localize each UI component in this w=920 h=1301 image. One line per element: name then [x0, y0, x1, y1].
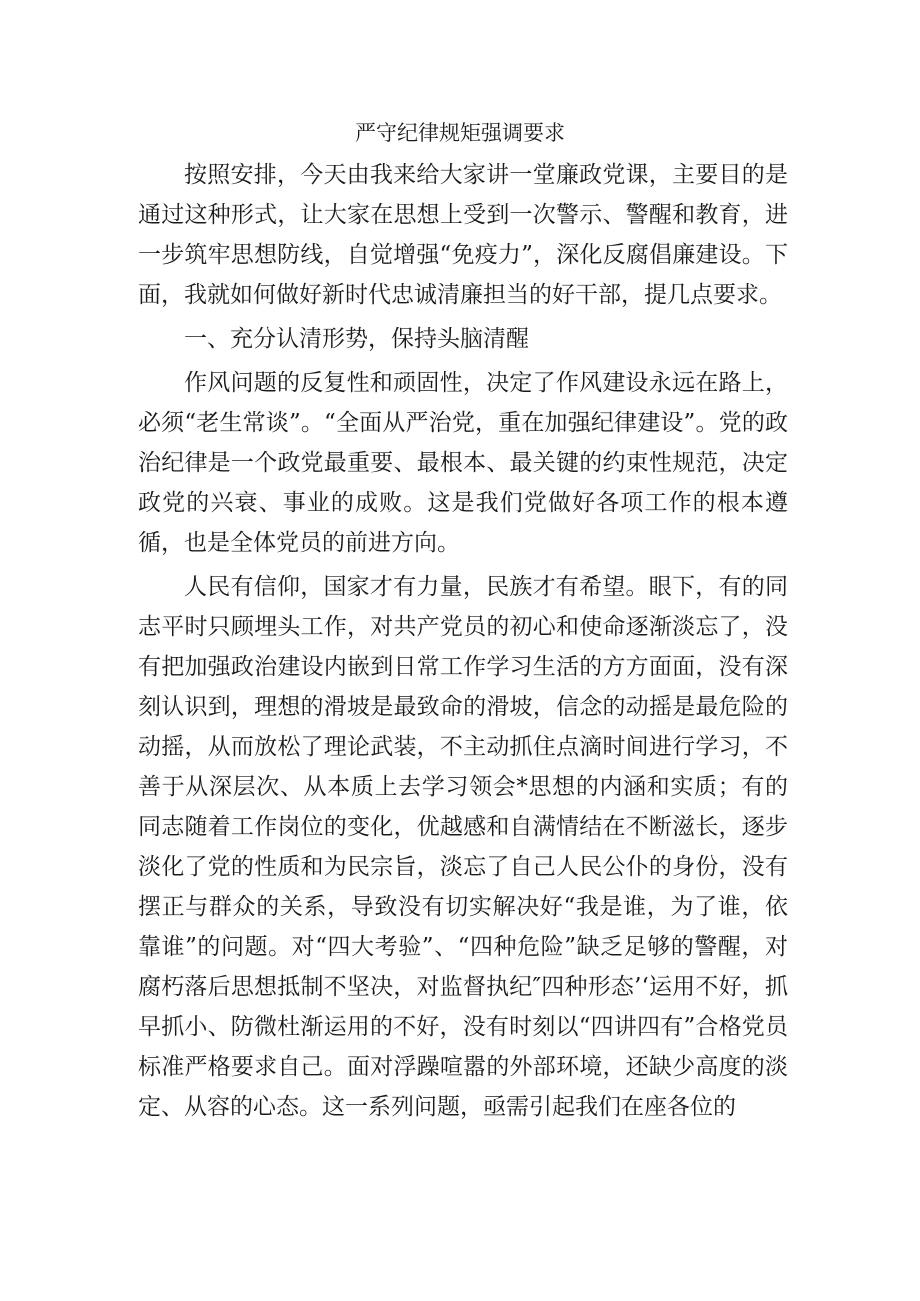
- paragraph-style-issues: 作风问题的反复性和顽固性，决定了作风建设永远在路上，必须“老生常谈”。“全面从严治党，重在加强纪律建设”。党的政治纪律是一个政党最重要、最根本、最关键的约束性规范，决定政党的兴衰、事业的成败。这是我们党做好各项工作的根本遵循，也是全体党员的前进方向。: [138, 370, 788, 556]
- section-heading-1: 一、充分认清形势，保持头脑清醒: [184, 326, 529, 352]
- document-title: 严守纪律规矩强调要求: [355, 121, 565, 145]
- paragraph-intro: 按照安排，今天由我来给大家讲一堂廉政党课，主要目的是通过这种形式，让大家在思想上受到一次警示、警醒和教育，进一步筑牢思想防线，自觉增强“免疫力”，深化反腐倡廉建设。下面，我就如何做好新时代忠诚清廉担当的好干部，提几点要求。: [138, 162, 788, 308]
- paragraph-faith: 人民有信仰，国家才有力量，民族才有希望。眼下，有的同志平时只顾埋头工作，对共产党员的初心和使命逐渐淡忘了，没有把加强政治建设内嵌到日常工作学习生活的方方面面，没有深刻认识到，理想的滑坡是最致命的滑坡，信念的动摇是最危险的动摇，从而放松了理论武装，不主动抓住点滴时间进行学习，不善于从深层次、从本质上去学习领会*思想的内涵和实质；有的同志随着工作岗位的变化，优越感和自满情结在不断滋长，逐步淡化了党的性质和为民宗旨，淡忘了自己人民公仆的身份，没有摆正与群众的关系，导致没有切实解决好“我是谁，为了谁，依靠谁”的问题。对“四大考验”、“四种危险”缺乏足够的警醒，对腐朽落后思想抵制不坚决，对监督执纪″四种形态’‘运用不好，抓早抓小、防微杜渐运用的不好，没有时刻以“四讲四有”合格党员标准严格要求自己。面对浮躁喧嚣的外部环境，还缺少高度的淡定、从容的心态。这一系列问题，亟需引起我们在座各位的: [138, 574, 788, 1120]
- document-body: [138, 155, 788, 1127]
